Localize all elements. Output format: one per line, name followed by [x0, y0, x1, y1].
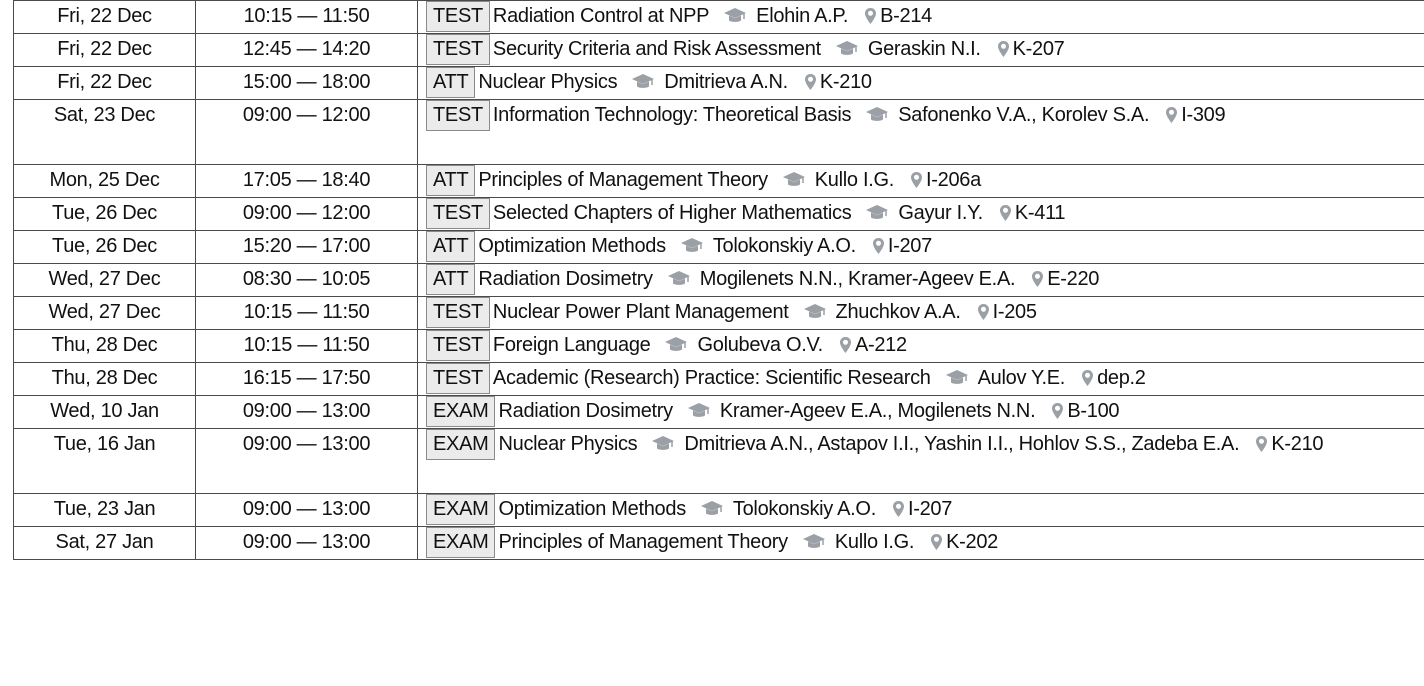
graduation-cap-icon	[664, 336, 688, 354]
schedule-row	[14, 34, 1424, 67]
time-cell	[196, 231, 418, 264]
date-cell	[14, 363, 196, 396]
subject-text: Nuclear Power Plant Management	[492, 301, 789, 323]
teacher-text: Gayur I.Y.	[898, 202, 983, 224]
date-cell	[14, 198, 196, 231]
schedule-row	[14, 198, 1424, 231]
schedule-row	[14, 363, 1424, 396]
date-cell	[14, 330, 196, 363]
time-cell	[196, 363, 418, 396]
map-pin-icon	[977, 303, 990, 321]
info-cell	[418, 429, 1424, 494]
teacher-text: Elohin A.P.	[756, 5, 849, 27]
graduation-cap-icon	[803, 303, 827, 321]
subject-text: Information Technology: Theoretical Basis	[492, 104, 852, 126]
time-cell	[196, 67, 418, 100]
map-pin-icon	[930, 533, 943, 551]
info-cell	[418, 198, 1424, 231]
info-cell	[418, 264, 1424, 297]
map-pin-icon	[839, 336, 852, 354]
date-cell	[14, 396, 196, 429]
date-cell	[14, 264, 196, 297]
schedule-row	[14, 297, 1424, 330]
room-text: K-210	[1271, 433, 1324, 455]
time-text: 10:15 — 11:50	[243, 301, 370, 323]
schedule-row	[14, 1, 1424, 34]
date-cell	[14, 165, 196, 198]
time-text: 09:00 — 13:00	[242, 400, 371, 422]
schedule-row	[14, 67, 1424, 100]
teacher-text: Kullo I.G.	[834, 531, 915, 553]
graduation-cap-icon	[687, 402, 711, 420]
time-cell	[196, 494, 418, 527]
info-cell	[418, 231, 1424, 264]
type-badge: TEST	[426, 297, 490, 328]
time-text: 10:15 — 11:50	[243, 334, 370, 356]
room-text: I-207	[887, 235, 932, 257]
subject-text: Optimization Methods	[478, 235, 666, 257]
graduation-cap-icon	[835, 40, 859, 58]
map-pin-icon	[910, 171, 923, 189]
date-cell	[14, 231, 196, 264]
time-cell	[196, 429, 418, 494]
map-pin-icon	[1031, 270, 1044, 288]
graduation-cap-icon	[631, 73, 655, 91]
graduation-cap-icon	[700, 500, 724, 518]
room-text: I-206a	[926, 169, 981, 191]
date-cell	[14, 297, 196, 330]
type-badge: ATT	[426, 67, 475, 98]
teacher-text: Tolokonskiy A.O.	[732, 498, 876, 520]
teacher-text: Safonenko V.A., Korolev S.A.	[898, 104, 1150, 126]
time-text: 09:00 — 12:00	[242, 104, 371, 126]
subject-text: Nuclear Physics	[498, 433, 638, 455]
subject-text: Security Criteria and Risk Assessment	[492, 38, 821, 60]
schedule-row	[14, 494, 1424, 527]
subject-text: Nuclear Physics	[478, 71, 618, 93]
schedule-row	[14, 527, 1424, 560]
time-text: 09:00 — 13:00	[242, 531, 371, 553]
map-pin-icon	[1051, 402, 1064, 420]
date-text: Tue, 23 Jan	[53, 498, 156, 520]
date-text: Wed, 10 Jan	[50, 400, 159, 422]
schedule-row	[14, 396, 1424, 429]
time-text: 09:00 — 13:00	[242, 433, 371, 455]
room-text: I-309	[1181, 104, 1226, 126]
subject-text: Foreign Language	[492, 334, 651, 356]
room-text: K-207	[1012, 38, 1065, 60]
date-cell	[14, 67, 196, 100]
graduation-cap-icon	[651, 435, 675, 453]
time-text: 16:15 — 17:50	[242, 367, 371, 389]
teacher-text: Dmitrieva A.N., Astapov I.I., Yashin I.I., Hohlov S.S., Zadeba E.A.	[684, 433, 1240, 455]
subject-text: Principles of Management Theory	[498, 531, 788, 553]
graduation-cap-icon	[865, 106, 889, 124]
room-text: B-100	[1067, 400, 1120, 422]
time-cell	[196, 330, 418, 363]
type-badge: TEST	[426, 100, 490, 131]
time-cell	[196, 396, 418, 429]
subject-text: Radiation Dosimetry	[498, 400, 673, 422]
graduation-cap-icon	[945, 369, 969, 387]
date-text: Sat, 23 Dec	[53, 104, 156, 126]
date-text: Tue, 16 Jan	[53, 433, 156, 455]
type-badge: EXAM	[426, 494, 495, 525]
type-badge: TEST	[426, 363, 490, 394]
map-pin-icon	[1165, 106, 1178, 124]
map-pin-icon	[804, 73, 817, 91]
map-pin-icon	[864, 7, 877, 25]
time-cell	[196, 297, 418, 330]
graduation-cap-icon	[723, 7, 747, 25]
time-text: 09:00 — 13:00	[242, 498, 371, 520]
time-cell	[196, 100, 418, 165]
schedule-body	[14, 1, 1424, 560]
teacher-text: Tolokonskiy A.O.	[712, 235, 856, 257]
subject-text: Principles of Management Theory	[478, 169, 768, 191]
map-pin-icon	[1255, 435, 1268, 453]
teacher-text: Zhuchkov A.A.	[835, 301, 961, 323]
graduation-cap-icon	[782, 171, 806, 189]
teacher-text: Kullo I.G.	[814, 169, 895, 191]
date-text: Wed, 27 Dec	[48, 301, 161, 323]
info-cell	[418, 297, 1424, 330]
time-text: 10:15 — 11:50	[243, 5, 370, 27]
type-badge: ATT	[426, 165, 475, 196]
time-text: 12:45 — 14:20	[242, 38, 371, 60]
teacher-text: Golubeva O.V.	[697, 334, 823, 356]
type-badge: TEST	[426, 1, 490, 32]
room-text: K-411	[1014, 202, 1066, 224]
info-cell	[418, 165, 1424, 198]
time-text: 08:30 — 10:05	[242, 268, 371, 290]
date-text: Thu, 28 Dec	[51, 367, 158, 389]
type-badge: TEST	[426, 34, 490, 65]
subject-text: Optimization Methods	[498, 498, 686, 520]
map-pin-icon	[999, 204, 1012, 222]
teacher-text: Aulov Y.E.	[977, 367, 1066, 389]
info-cell	[418, 1, 1424, 34]
graduation-cap-icon	[865, 204, 889, 222]
info-cell	[418, 363, 1424, 396]
type-badge: EXAM	[426, 527, 495, 558]
room-text: dep.2	[1097, 367, 1146, 389]
info-cell	[418, 494, 1424, 527]
time-cell	[196, 527, 418, 560]
schedule-row	[14, 231, 1424, 264]
graduation-cap-icon	[680, 237, 704, 255]
info-cell	[418, 527, 1424, 560]
room-text: I-205	[992, 301, 1037, 323]
map-pin-icon	[892, 500, 905, 518]
date-text: Sat, 27 Jan	[55, 531, 154, 553]
date-text: Wed, 27 Dec	[48, 268, 161, 290]
type-badge: TEST	[426, 330, 490, 361]
date-text: Tue, 26 Dec	[52, 202, 157, 224]
info-cell	[418, 330, 1424, 363]
date-cell	[14, 429, 196, 494]
schedule-row	[14, 165, 1424, 198]
teacher-text: Kramer-Ageev E.A., Mogilenets N.N.	[719, 400, 1036, 422]
time-text: 15:20 — 17:00	[242, 235, 371, 257]
date-cell	[14, 1, 196, 34]
schedule-row	[14, 100, 1424, 165]
time-cell	[196, 198, 418, 231]
time-cell	[196, 1, 418, 34]
teacher-text: Dmitrieva A.N.	[664, 71, 788, 93]
subject-text: Radiation Dosimetry	[478, 268, 653, 290]
type-badge: ATT	[426, 231, 475, 262]
date-cell	[14, 34, 196, 67]
date-text: Fri, 22 Dec	[57, 38, 152, 60]
subject-text: Selected Chapters of Higher Mathematics	[492, 202, 852, 224]
subject-text: Academic (Research) Practice: Scientific Research	[492, 367, 931, 389]
date-text: Fri, 22 Dec	[57, 71, 152, 93]
room-text: K-202	[946, 531, 998, 553]
date-text: Tue, 26 Dec	[52, 235, 157, 257]
info-cell	[418, 100, 1424, 165]
map-pin-icon	[997, 40, 1010, 58]
time-text: 15:00 — 18:00	[242, 71, 371, 93]
room-text: K-210	[819, 71, 872, 93]
graduation-cap-icon	[802, 533, 826, 551]
graduation-cap-icon	[667, 270, 691, 288]
date-cell	[14, 527, 196, 560]
info-cell	[418, 396, 1424, 429]
subject-text: Radiation Control at NPP	[492, 5, 710, 27]
date-text: Thu, 28 Dec	[51, 334, 158, 356]
room-text: B-214	[880, 5, 933, 27]
type-badge: ATT	[426, 264, 475, 295]
map-pin-icon	[872, 237, 885, 255]
type-badge: EXAM	[426, 429, 495, 460]
teacher-text: Geraskin N.I.	[867, 38, 981, 60]
date-cell	[14, 494, 196, 527]
info-cell	[418, 67, 1424, 100]
date-text: Mon, 25 Dec	[49, 169, 160, 191]
type-badge: TEST	[426, 198, 490, 229]
time-text: 17:05 — 18:40	[242, 169, 371, 191]
time-text: 09:00 — 12:00	[242, 202, 371, 224]
schedule-row	[14, 264, 1424, 297]
teacher-text: Mogilenets N.N., Kramer-Ageev E.A.	[699, 268, 1016, 290]
time-cell	[196, 264, 418, 297]
time-cell	[196, 165, 418, 198]
info-cell	[418, 34, 1424, 67]
room-text: A-212	[854, 334, 907, 356]
time-cell	[196, 34, 418, 67]
schedule-row	[14, 330, 1424, 363]
date-text: Fri, 22 Dec	[57, 5, 152, 27]
room-text: I-207	[907, 498, 953, 520]
date-cell	[14, 100, 196, 165]
schedule-row	[14, 429, 1424, 494]
map-pin-icon	[1081, 369, 1094, 387]
room-text: E-220	[1047, 268, 1100, 290]
type-badge: EXAM	[426, 396, 495, 427]
exam-schedule-table	[13, 0, 1424, 560]
